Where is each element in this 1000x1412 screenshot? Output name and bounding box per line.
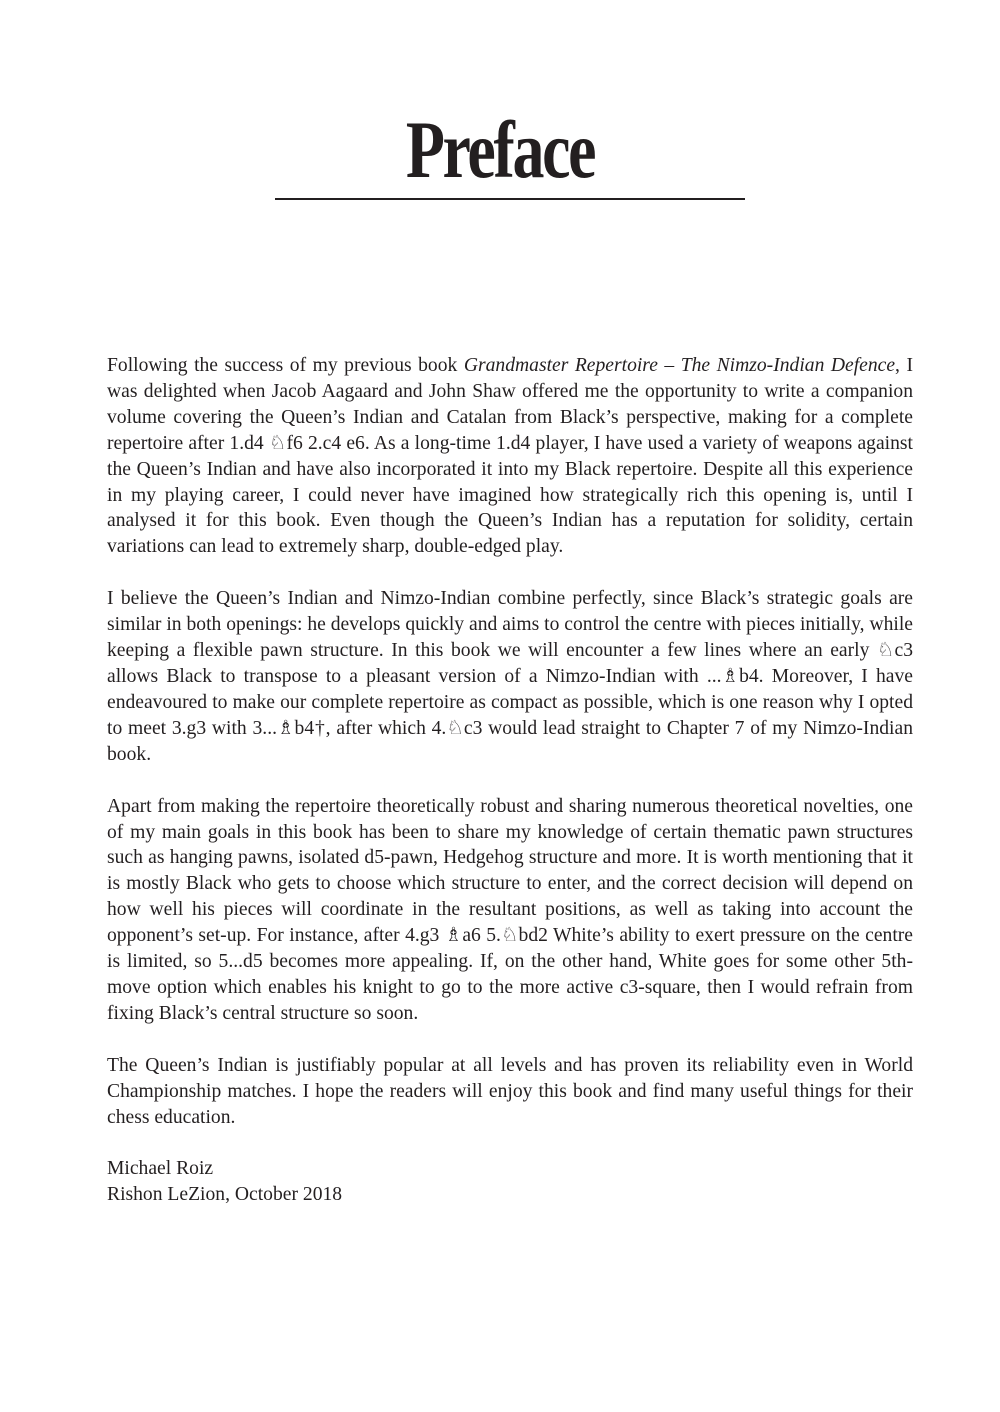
paragraph-2-text: I believe the Queen’s Indian and Nimzo-Indian combine perfectly, since Black’s strategic goals are similar in both openings: he develops quickly and aims to control the centre with pieces initially, while keeping a flexible pawn structure. In this book we will encounter a few lines where an early ♘c3 allows Black to transpose to a pleasant version of a Nimzo-Indian with ...♗b4. Moreover, I have endeavoured to make our complete repertoire as compact as possible, which is one reason why I opted to meet 3.g3 with 3...♗b4†, after which 4.♘c3 would lead straight to Chapter 7 of my Nimzo-Indian book. xyxy=(107,588,913,765)
preface-body xyxy=(107,353,913,1208)
book-title-italic: Grandmaster Repertoire – The Nimzo-Indian Defence xyxy=(463,355,896,376)
paragraph-3 xyxy=(107,794,913,1027)
paragraph-1 xyxy=(107,353,913,560)
paragraph-2 xyxy=(107,586,913,767)
paragraph-3-text: Apart from making the repertoire theoretically robust and sharing numerous theoretical novelties, one of my main goals in this book has been to share my knowledge of certain thematic pawn structures such as hanging pawns, isolated d5-pawn, Hedgehog structure and more. It is worth mentioning that it is mostly Black who gets to choose which structure to enter, and the correct decision will depend on how well his pieces will coordinate in the resultant positions, as well as taking into account the opponent’s set-up. For instance, after 4.g3 ♗a6 5.♘bd2 White’s ability to exert pressure on the centre is limited, so 5...d5 becomes more appealing. If, on the other hand, White goes for some other 5th-move option which enables his knight to go to the more active c3-square, then I would refrain from fixing Black’s central structure so soon. xyxy=(107,795,913,1024)
paragraph-4 xyxy=(107,1053,913,1131)
author-name: Michael Roiz xyxy=(107,1158,214,1180)
title-underline xyxy=(275,198,745,200)
paragraph-1-text-start: Following the success of my previous book xyxy=(107,355,464,376)
signature xyxy=(107,1156,913,1208)
page-title: Preface xyxy=(405,104,595,195)
paragraph-4-text: The Queen’s Indian is justifiably popular at all levels and has proven its reliability even in World Championship matches. I hope the readers will enjoy this book and find many useful things for their chess education. xyxy=(107,1054,913,1128)
place-and-date: Rishon LeZion, October 2018 xyxy=(107,1184,343,1206)
paragraph-1-text-end: , I was delighted when Jacob Aagaard and John Shaw offered me the opportunity to write a companion volume covering the Queen’s Indian and Catalan from Black’s perspective, making for a complete repertoire after 1.d4 ♘f6 2.c4 e6. As a long-time 1.d4 player, I have used a variety of weapons against the Queen’s Indian and have also incorporated it into my Black repertoire. Despite all this experience in my playing career, I could never have imagined how strategically rich this opening is, until I analysed it for this book. Even though the Queen’s Indian has a reputation for solidity, certain variations can lead to extremely sharp, double-edged play. xyxy=(107,355,913,558)
